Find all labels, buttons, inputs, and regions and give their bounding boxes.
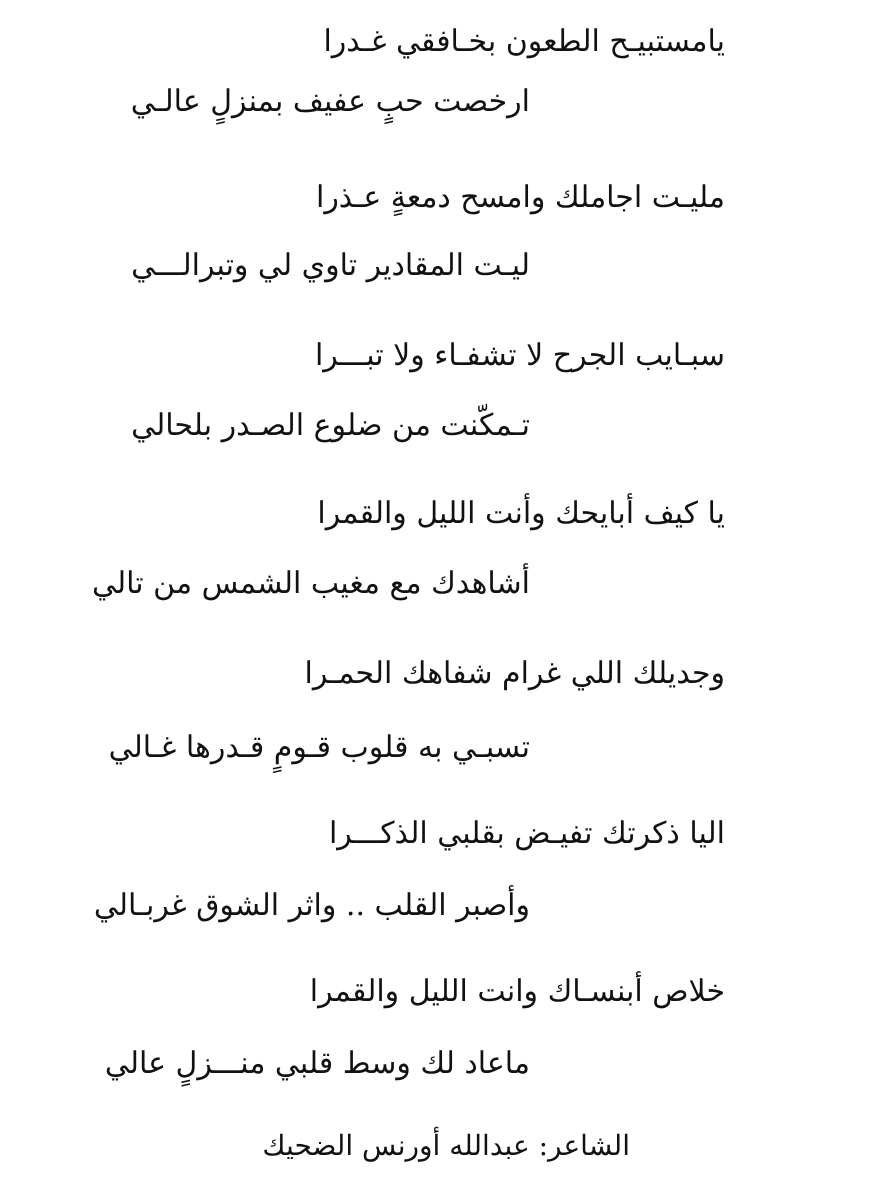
poet-signature: الشاعر: عبدالله أورنس الضحيك [262,1129,630,1162]
verse-1-second-hemistich: ارخصت حبٍ عفيف بمنزلٍ عالـي [130,84,530,119]
verse-7-second-hemistich: ماعاد لك وسط قلبي منـــزلٍ عالي [104,1046,530,1081]
verse-3-first-hemistich: سبـايب الجرح لا تشفـاء ولا تبـــرا [314,338,725,373]
verse-6-first-hemistich: اليا ذكرتك تفيـض بقلبي الذكـــرا [328,816,725,851]
verse-2-second-hemistich: ليـت المقادير تاوي لي وتبرالـــي [131,248,530,283]
verse-1-first-hemistich: يامستبيـح الطعون بخـافقي غـدرا [323,24,725,59]
verse-5-first-hemistich: وجديلك اللي غرام شفاهك الحمـرا [304,656,725,691]
verse-4-second-hemistich: أشاهدك مع مغيب الشمس من تالي [91,566,530,601]
verse-4-first-hemistich: يا كيف أبايحك وأنت الليل والقمرا [317,496,725,531]
verse-2-first-hemistich: مليـت اجاملك وامسح دمعةٍ عـذرا [315,180,725,215]
verse-7-first-hemistich: خلاص أبنسـاك وانت الليل والقمرا [309,974,725,1009]
verse-6-second-hemistich: وأصبر القلب .. واثر الشوق غربـالي [93,888,530,923]
verse-3-second-hemistich: تـمكّنت من ضلوع الصـدر بلحالي [131,408,530,443]
verse-5-second-hemistich: تسبـي به قلوب قـومٍ قـدرها غـالي [108,730,530,765]
